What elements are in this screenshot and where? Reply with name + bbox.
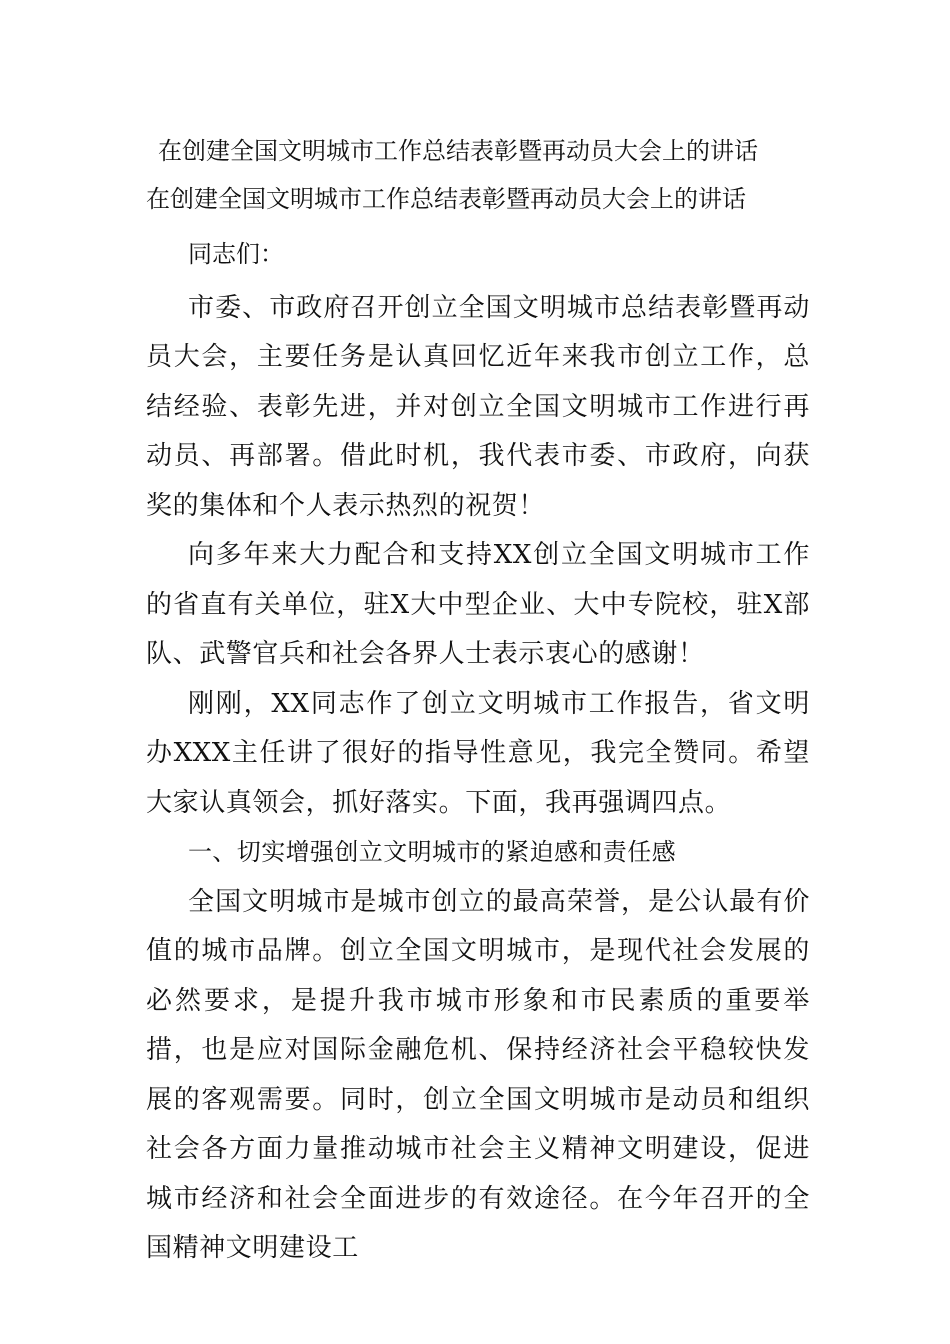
document-body	[146, 230, 810, 1274]
paragraph-2: 向多年来大力配合和支持XX创立全国文明城市工作的省直有关单位，驻X大中型企业、大中专院校，驻X部队、武警官兵和社会各界人士表示衷心的感谢！	[146, 540, 810, 669]
document-title: 在创建全国文明城市工作总结表彰暨再动员大会上的讲话	[158, 137, 758, 165]
paragraph-3: 刚刚，XX同志作了创立文明城市工作报告，省文明办XXX主任讲了很好的指导性意见，我完全赞同。希望大家认真领会，抓好落实。下面，我再强调四点。	[146, 688, 810, 818]
salutation: 同志们：	[188, 240, 284, 268]
document-subtitle: 在创建全国文明城市工作总结表彰暨再动员大会上的讲话	[146, 185, 746, 213]
paragraph-1: 市委、市政府召开创立全国文明城市总结表彰暨再动员大会，主要任务是认真回忆近年来我市创立工作，总结经验、表彰先进，并对创立全国文明城市工作进行再动员、再部署。借此时机，我代表市委、市政府，向获奖的集体和个人表示热烈的祝贺！	[146, 292, 810, 521]
section-paragraph-1: 全国文明城市是城市创立的最高荣誉，是公认最有价值的城市品牌。创立全国文明城市，是现代社会发展的必然要求，是提升我市城市形象和市民素质的重要举措，也是应对国际金融危机、保持经济社会平稳较快发展的客观需要。同时，创立全国文明城市是动员和组织社会各方面力量推动城市社会主义精神文明建设，促进城市经济和社会全面进步的有效途径。在今年召开的全国精神文明建设工	[146, 886, 810, 1263]
section-heading: 一、切实增强创立文明城市的紧迫感和责任感	[188, 838, 676, 866]
